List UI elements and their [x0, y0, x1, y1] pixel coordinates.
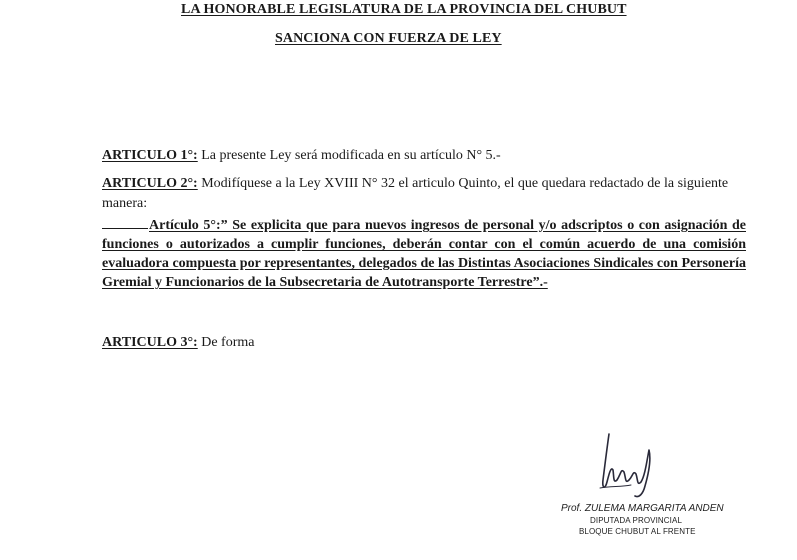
quoted-article-5	[102, 215, 746, 292]
article-1-text: La presente Ley será modificada en su artículo N° 5.-	[197, 148, 501, 163]
article-3-label: ARTICULO 3°:	[102, 335, 198, 350]
legislature-heading: LA HONORABLE LEGISLATURA DE LA PROVINCIA DEL CHUBUT	[181, 2, 627, 17]
article-2	[102, 174, 746, 214]
enactment-heading: SANCIONA CON FUERZA DE LEY	[275, 31, 502, 46]
signatory-name: Prof. ZULEMA MARGARITA ANDEN	[561, 503, 724, 514]
handwritten-signature	[591, 430, 663, 500]
article-2-text: Modifíquese a la Ley XVIII N° 32 el articulo Quinto, el que quedara redactado de la siguiente manera:	[102, 176, 729, 211]
article-1-label: ARTICULO 1°:	[102, 148, 198, 163]
article-2-label: ARTICULO 2°:	[102, 176, 198, 191]
signatory-role: DIPUTADA PROVINCIAL	[590, 516, 682, 525]
indent-rule	[102, 215, 148, 229]
article-3	[102, 333, 746, 353]
signatory-bloc: BLOQUE CHUBUT AL FRENTE	[579, 527, 696, 536]
quoted-article-5-text: Artículo 5°:” Se explicita que para nuevos ingresos de personal y/o adscriptos o con asignación de funciones o autorizados a cumplir funciones, deberán contar con el común acuerdo de una comisión evaluadora compuesta por representantes, delegados de las Distintas Asociaciones Sindicales con Personería Gremial y Funcionarios de la Subsecretaria de Autotransporte Terrestre”.-	[102, 218, 746, 290]
article-1	[102, 146, 746, 166]
article-3-text: De forma	[197, 335, 255, 350]
